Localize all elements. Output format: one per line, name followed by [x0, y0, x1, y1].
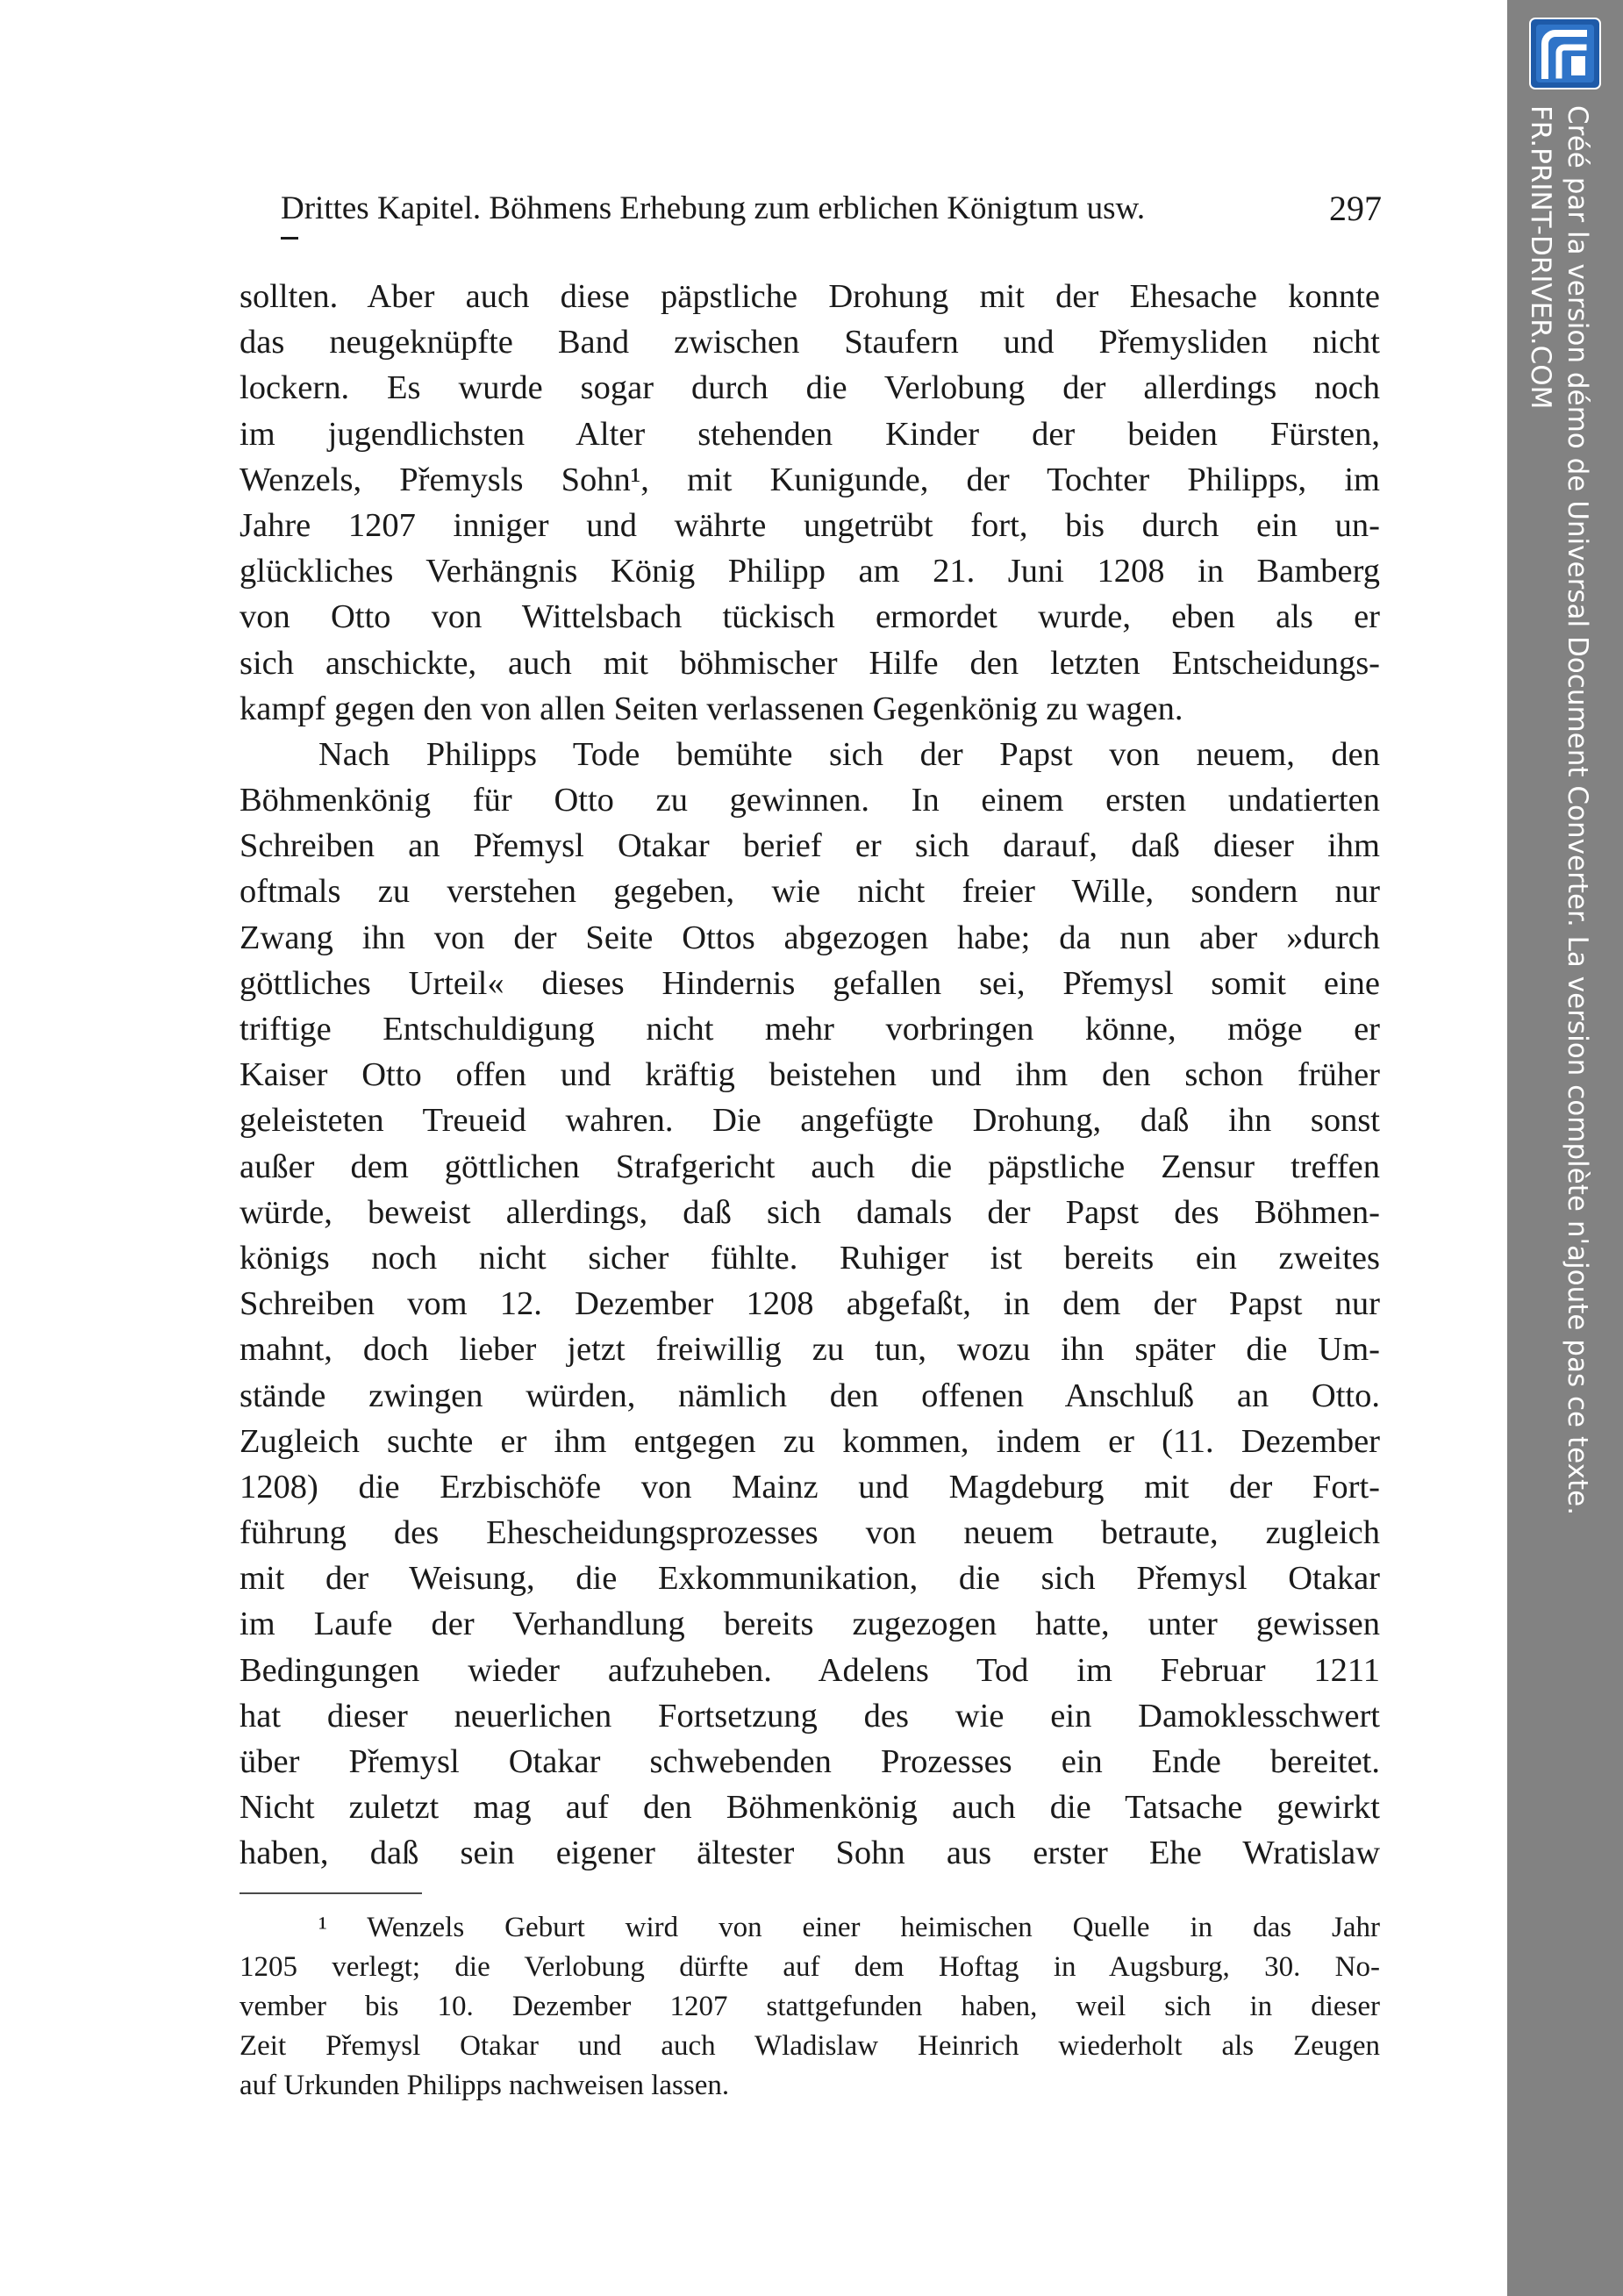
text-line: würde, beweist allerdings, daß sich damals der Papst des Böhmen- — [240, 1193, 1380, 1231]
text-line: 1208) die Erzbischöfe von Mainz und Magdeburg mit der Fort- — [240, 1468, 1380, 1506]
text-line: Nicht zuletzt mag auf den Böhmenkönig auch die Tatsache gewirkt — [240, 1789, 1380, 1827]
text-line: im jugendlichsten Alter stehenden Kinder der beiden Fürsten, — [240, 415, 1380, 453]
text-line: sollten. Aber auch diese päpstliche Drohung mit der Ehesache konnte — [240, 278, 1380, 315]
watermark-url: FR.PRINT-DRIVER.COM — [1525, 105, 1556, 410]
text-line: hat dieser neuerlichen Fortsetzung des wie ein Damoklesschwert — [240, 1697, 1380, 1735]
text-line: führung des Ehescheidungsprozesses von neuem betraute, zugleich — [240, 1514, 1380, 1552]
text-line: Schreiben an Přemysl Otakar berief er sich darauf, daß dieser ihm — [240, 827, 1380, 865]
footnote-line: ¹ Wenzels Geburt wird von einer heimischen Quelle in das Jahr — [318, 1912, 1380, 1943]
footnote-line: vember bis 10. Dezember 1207 stattgefunden haben, weil sich in dieser — [240, 1991, 1380, 2022]
text-line: sich anschickte, auch mit böhmischer Hilfe den letzten Entscheidungs- — [240, 644, 1380, 682]
text-line: oftmals zu verstehen gegeben, wie nicht freier Wille, sondern nur — [240, 873, 1380, 911]
text-line: Jahre 1207 inniger und währte ungetrübt fort, bis durch ein un- — [240, 506, 1380, 544]
text-line: kampf gegen den von allen Seiten verlassenen Gegenkönig zu wagen. — [240, 690, 1183, 727]
text-line: göttliches Urteil« dieses Hindernis gefallen sei, Přemysl somit eine — [240, 964, 1380, 1002]
chapter-title: Drittes Kapitel. Böhmens Erhebung zum erblichen Königtum usw. — [281, 190, 1146, 226]
text-line: außer dem göttlichen Strafgericht auch die päpstliche Zensur treffen — [240, 1148, 1380, 1185]
text-line: mit der Weisung, die Exkommunikation, die sich Přemysl Otakar — [240, 1560, 1380, 1598]
text-line: Zwang ihn von der Seite Ottos abgezogen habe; da nun aber »durch — [240, 919, 1380, 956]
text-line: Bedingungen wieder aufzuheben. Adelens Tod im Februar 1211 — [240, 1651, 1380, 1689]
footnote-line: Zeit Přemysl Otakar und auch Wladislaw Heinrich wiederholt als Zeugen — [240, 2030, 1380, 2062]
text-line: stände zwingen würden, nämlich den offenen Anschluß an Otto. — [240, 1377, 1380, 1414]
running-head — [281, 186, 1382, 232]
body-text — [240, 274, 1380, 1877]
text-line: Wenzels, Přemysls Sohn¹, mit Kunigunde, der Tochter Philipps, im — [240, 461, 1380, 498]
text-line: haben, daß sein eigener ältester Sohn aus erster Ehe Wratislaw — [240, 1835, 1380, 1872]
text-line: das neugeknüpfte Band zwischen Staufern und Přemysliden nicht — [240, 324, 1380, 361]
text-line: Schreiben vom 12. Dezember 1208 abgefaßt, in dem der Papst nur — [240, 1285, 1380, 1323]
watermark-notice: Créé par la version démo de Universal Document Converter. La version complète n'ajoute pas ce texte. — [1562, 105, 1593, 1516]
text-line: über Přemysl Otakar schwebenden Prozesses ein Ende bereitet. — [240, 1743, 1380, 1780]
text-line: lockern. Es wurde sogar durch die Verlobung der allerdings noch — [240, 369, 1380, 407]
text-line: Zugleich suchte er ihm entgegen zu kommen, indem er (11. Dezember — [240, 1422, 1380, 1460]
text-line: im Laufe der Verhandlung bereits zugezogen hatte, unter gewissen — [240, 1606, 1380, 1643]
text-line: von Otto von Wittelsbach tückisch ermordet wurde, eben als er — [240, 598, 1380, 636]
header-rule — [281, 237, 298, 240]
text-line: Böhmenkönig für Otto zu gewinnen. In einem ersten undatierten — [240, 782, 1380, 819]
text-line: triftige Entschuldigung nicht mehr vorbringen könne, möge er — [240, 1011, 1380, 1048]
text-line: Kaiser Otto offen und kräftig beistehen und ihm den schon früher — [240, 1056, 1380, 1094]
text-line: mahnt, doch lieber jetzt freiwillig zu tun, wozu ihn später die Um- — [240, 1331, 1380, 1369]
footnote-line: 1205 verlegt; die Verlobung dürfte auf dem Hoftag in Augsburg, 30. No- — [240, 1951, 1380, 1983]
footnote-line: auf Urkunden Philipps nachweisen lassen. — [240, 2070, 730, 2101]
footnote — [240, 1908, 1380, 2106]
page-number: 297 — [1329, 189, 1382, 228]
text-line: glückliches Verhängnis König Philipp am 21. Juni 1208 in Bamberg — [240, 553, 1380, 590]
text-line: königs noch nicht sicher fühlte. Ruhiger ist bereits ein zweites — [240, 1239, 1380, 1277]
text-line: geleisteten Treueid wahren. Die angefügte Drohung, daß ihn sonst — [240, 1102, 1380, 1140]
watermark-text-area — [1507, 0, 1623, 2296]
text-line: Nach Philipps Tode bemühte sich der Papst von neuem, den — [318, 735, 1380, 773]
footnote-rule — [240, 1892, 422, 1894]
